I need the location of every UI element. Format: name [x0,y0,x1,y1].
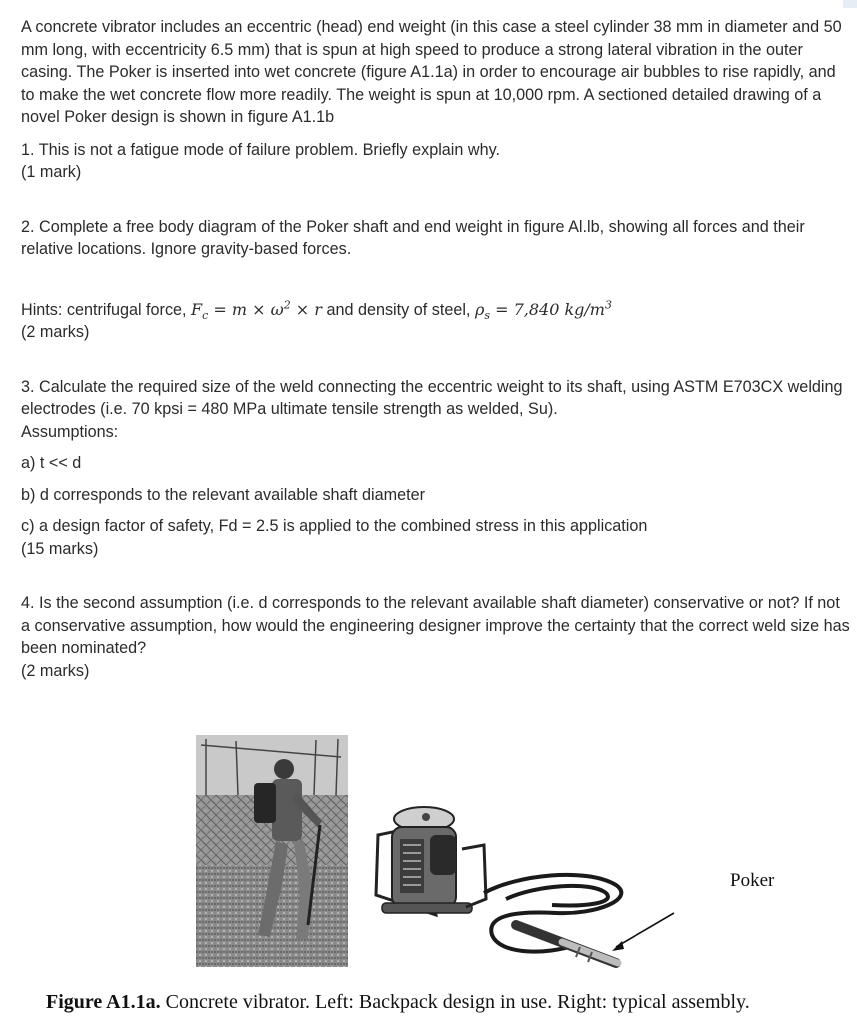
question-2-hint [21,299,851,322]
question-1-marks: (1 mark) [21,163,82,181]
backpack-vibrator-photo [196,735,348,967]
question-4: 4. Is the second assumption (i.e. d corresponds to the relevant available shaft diameter) conservative or not? If not a conservative assumption, how would the engineering designer improve the certainty that the correct weld size has been nominated? [21,594,850,657]
vibrator-assembly-drawing [366,795,686,970]
hint-mid: and density of steel, [321,300,475,319]
assumption-a: a) t << d [21,454,82,472]
question-3: 3. Calculate the required size of the weld connecting the eccentric weight to its shaft, using ASTM E703CX welding electrodes (i.e. 70 kpsi = 480 MPa ultimate tensile strength as welded, Su). [21,377,843,418]
question-4-marks: (2 marks) [21,661,90,680]
poker-label: Poker [730,870,775,891]
question-2: 2. Complete a free body diagram of the Poker shaft and end weight in figure Al.lb, showing all forces and their relative locations. Ignore gravity-based forces. [21,217,805,258]
question-1: 1. This is not a fatigue mode of failure problem. Briefly explain why. [21,140,500,159]
poker-arrow-icon [612,941,624,951]
steel-density-formula: $\rho_s = 7,840$ $kg/m^3$ [474,298,612,322]
centrifugal-force-formula: $F_c = m \times \omega^2 \times r$ [191,298,322,322]
intro-paragraph: A concrete vibrator includes an eccentric (head) end weight (in this case a steel cylinder 38 mm in diameter and 50 mm long, with eccentricity 6.5 mm) that is spun at high speed to produce a strong lateral vibration in the outer casing. The Poker is inserted into wet concrete (figure A1.1a) in order to encourage air bubbles to rise rapidly, and to make the wet concrete flow more readily. The weight is spun at 10,000 rpm. A sectioned detailed drawing of a novel Poker design is shown in figure A1.1b [21,18,842,126]
assumption-c: c) a design factor of safety, Fd = 2.5 is applied to the combined stress in this application [21,517,648,535]
assumptions-label: Assumptions: [21,422,119,441]
poker-pointer-line [616,913,674,947]
corner-tab [843,0,857,8]
assumption-b: b) d corresponds to the relevant available shaft diameter [21,485,426,504]
question-content [21,16,851,682]
question-2-marks: (2 marks) [21,323,90,341]
figure-caption [46,991,846,1014]
figure-a1-1a [196,735,836,975]
hint-prefix: Hints: centrifugal force, [21,300,192,319]
poker-tip [516,925,618,963]
question-3-marks: (15 marks) [21,539,99,558]
figure-caption-number: Figure A1.1a. [46,991,161,1013]
figure-caption-text: Concrete vibrator. Left: Backpack design in use. Right: typical assembly. [160,991,750,1013]
